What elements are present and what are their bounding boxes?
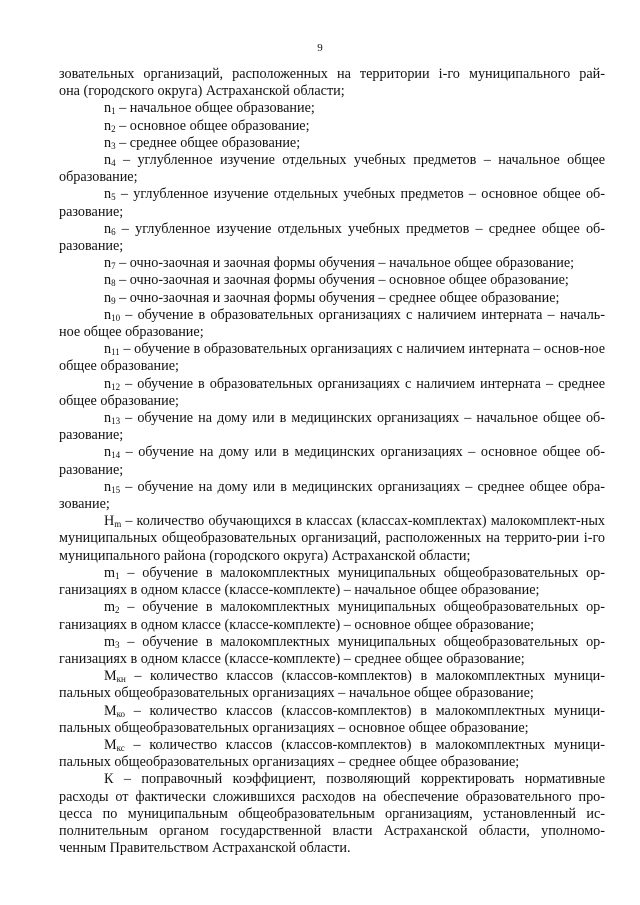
paragraph-text: – обучение в образовательных организациях с наличием интерната – среднее общее образование; (59, 375, 605, 409)
variable-symbol: m (104, 599, 116, 616)
variable-symbol: m (104, 564, 116, 581)
paragraph (59, 341, 605, 375)
paragraph (59, 186, 605, 220)
paragraph (59, 255, 605, 272)
variable-subscript: 4 (111, 158, 116, 169)
variable-symbol: М (104, 668, 117, 685)
paragraph (59, 66, 605, 83)
paragraph-text: – углубленное изучение отдельных учебных предметов – начальное общее образование; (59, 152, 605, 186)
variable-symbol: n (104, 375, 112, 392)
paragraph-text: – обучение в малокомплектных муниципальных общеобразовательных ор-ганизациях в одном классе (классе-комплекте) – основное общее образование; (59, 599, 605, 633)
paragraph-text: она (городского округа) Астраханской области; (59, 83, 345, 100)
paragraph-text: зовательных организаций, расположенных на территории i-го муниципального рай- (59, 66, 605, 82)
paragraph (59, 152, 605, 186)
page-number: 9 (317, 42, 323, 54)
variable-subscript: m (114, 519, 122, 530)
paragraph (59, 290, 605, 307)
document-body (59, 66, 605, 857)
variable-subscript: 3 (111, 140, 116, 151)
paragraph (59, 703, 605, 737)
paragraph-text: – количество обучающихся в классах (классах-комплектах) малокомплект-ных муниципальных общеобразовательных организаций, расположенных на террито-рии i-го муниципального района (городского округа) Астраханской области; (59, 513, 605, 564)
variable-symbol: М (104, 702, 117, 719)
variable-subscript: 13 (111, 416, 121, 427)
paragraph-text: К – поправочный коэффициент, позволяющий корректировать нормативные расходы от фактически сложившихся расходов на обеспечение образовательного про-цесса по муниципальным общеобразовательным организациям, установленный ис-полнительным органом государственной власти Астраханской области, уполномо-ченным Правительством Астраханской области. (59, 771, 605, 857)
variable-symbol: n (104, 306, 112, 323)
paragraph-text: – очно-заочная и заочная формы обучения – основное общее образование; (115, 272, 569, 289)
paragraph (59, 272, 605, 289)
paragraph (59, 444, 605, 478)
paragraph (59, 634, 605, 668)
paragraph (59, 599, 605, 633)
variable-symbol: n (104, 152, 112, 169)
paragraph-text: – обучение в образовательных организациях с наличием интерната – началь-ное общее образование; (59, 306, 605, 341)
variable-subscript: 6 (111, 226, 116, 237)
variable-symbol: n (104, 478, 112, 495)
paragraph-text: – углубленное изучение отдельных учебных предметов – среднее общее об-разование; (59, 220, 605, 255)
variable-symbol: n (104, 289, 112, 306)
variable-subscript: 2 (111, 123, 116, 134)
variable-subscript: 12 (111, 381, 121, 392)
variable-symbol: М (104, 736, 117, 753)
paragraph (59, 771, 605, 857)
paragraph-text: – обучение на дому или в медицинских организациях – среднее общее обра-зование; (59, 478, 605, 513)
paragraph-text: – количество классов (классов-комплектов) в малокомплектных муници-пальных общеобразовательных организациях – начальное общее образование; (59, 668, 605, 702)
paragraph-text: – очно-заочная и заочная формы обучения – среднее общее образование; (115, 289, 560, 306)
variable-symbol: n (104, 220, 112, 237)
variable-subscript: ко (116, 708, 126, 719)
paragraph (59, 737, 605, 771)
variable-subscript: 1 (111, 106, 116, 117)
variable-symbol: n (104, 410, 112, 427)
paragraph (59, 513, 605, 565)
variable-subscript: 11 (111, 347, 120, 358)
variable-subscript: 1 (115, 570, 120, 581)
variable-symbol: n (104, 444, 112, 461)
variable-symbol: n (104, 100, 112, 117)
variable-subscript: 5 (111, 192, 116, 203)
variable-subscript: 7 (111, 261, 116, 272)
paragraph-text: – очно-заочная и заочная формы обучения – начальное общее образование; (115, 255, 575, 272)
variable-subscript: 15 (111, 484, 121, 495)
paragraph (59, 565, 605, 599)
paragraph-text: – обучение в малокомплектных муниципальных общеобразовательных ор-ганизациях в одном классе (классе-комплекте) – начальное общее образование; (59, 564, 605, 599)
variable-symbol: n (104, 134, 112, 151)
paragraph (59, 376, 605, 410)
paragraph-text: – среднее общее образование; (115, 134, 301, 151)
paragraph (59, 479, 605, 513)
variable-subscript: 9 (111, 295, 116, 306)
paragraph-text: – начальное общее образование; (115, 100, 315, 117)
variable-symbol: n (104, 272, 112, 289)
paragraph (59, 135, 605, 152)
variable-subscript: 8 (111, 278, 116, 289)
variable-symbol: n (104, 117, 112, 134)
paragraph (59, 668, 605, 702)
paragraph-text: – обучение в образовательных организациях с наличием интерната – основ-ное общее образование; (59, 341, 605, 375)
variable-subscript: 10 (111, 312, 121, 323)
variable-subscript: 2 (115, 605, 120, 616)
variable-symbol: Н (104, 513, 115, 530)
variable-subscript: 14 (111, 450, 121, 461)
paragraph-text: – обучение в малокомплектных муниципальных общеобразовательных ор-ганизациях в одном классе (классе-комплекте) – среднее общее образование; (59, 633, 605, 667)
variable-symbol: n (104, 186, 112, 203)
variable-subscript: 3 (115, 639, 120, 650)
paragraph (59, 83, 605, 100)
paragraph-text: – обучение на дому или в медицинских организациях – основное общее об-разование; (59, 444, 605, 478)
paragraph (59, 100, 605, 117)
variable-symbol: n (104, 341, 112, 358)
variable-symbol: n (104, 255, 112, 272)
paragraph (59, 410, 605, 444)
paragraph-text: – количество классов (классов-комплектов) в малокомплектных муници-пальных общеобразовательных организациях – среднее общее образование; (59, 736, 605, 771)
variable-symbol: m (104, 633, 116, 650)
paragraph (59, 221, 605, 255)
paragraph-text: – обучение на дому или в медицинских организациях – начальное общее об-разование; (59, 410, 605, 444)
variable-subscript: кн (116, 674, 126, 685)
paragraph-text: – углубленное изучение отдельных учебных предметов – основное общее об-разование; (59, 186, 605, 220)
paragraph-text: – основное общее образование; (115, 117, 310, 134)
paragraph (59, 307, 605, 341)
paragraph (59, 118, 605, 135)
paragraph-text: – количество классов (классов-комплектов) в малокомплектных муници-пальных общеобразовательных организациях – основное общее образование; (59, 702, 605, 736)
variable-subscript: кс (116, 742, 125, 753)
